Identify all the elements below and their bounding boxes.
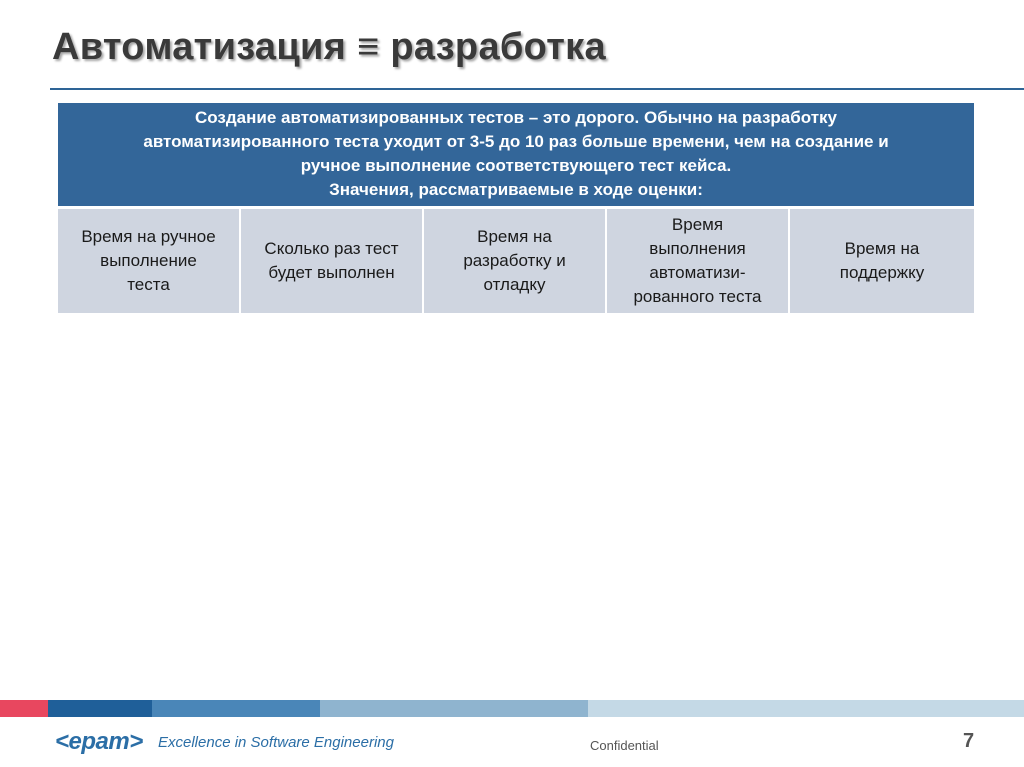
slide-title: Автоматизация ≡ разработка [52,26,606,68]
cell-line: будет выполнен [268,263,395,282]
cell-line: разработку и [463,251,566,270]
footer-bar-segment-red [0,700,48,717]
page-number: 7 [963,730,975,752]
footer-bar-segment-pale-blue [588,700,1024,717]
cell-line: Время [671,215,724,234]
header-line: ручное выполнение соответствующего тест кейса. [300,156,732,175]
cell-line: выполнение [100,251,197,270]
cell-line: рованного теста [633,287,762,306]
title-divider [50,88,1024,90]
footer-bar-segment-dark-blue [48,700,152,717]
cell-line: Время на [844,239,920,258]
table-header-cell [58,103,974,209]
header-line: Создание автоматизированных тестов – это дорого. Обычно на разработку [195,108,838,127]
header-line: Значения, рассматриваемые в ходе оценки: [329,180,703,199]
table-header-row [58,103,974,209]
table-row [58,209,974,313]
cell-line: Время на [477,227,552,246]
cell-line: Время на ручное [81,227,216,246]
cell-line: Сколько раз тест [264,239,399,258]
table-cell-manual-time [58,209,241,313]
epam-logo: <epam> [55,728,143,755]
footer-bar-segment-light-blue [320,700,588,717]
confidential-label: Confidential [590,738,659,753]
cell-line: отладку [483,275,546,294]
table-cell-dev-time [424,209,607,313]
footer-tagline: Excellence in Software Engineering [158,734,394,751]
content-table [58,103,974,313]
footer-color-bar [0,700,1024,717]
cell-line: выполнения [649,239,746,258]
cell-line: автоматизи- [649,263,746,282]
table-cell-maintenance-time [790,209,974,313]
header-line: автоматизированного теста уходит от 3-5 до 10 раз больше времени, чем на создание и [143,132,889,151]
cell-line: поддержку [839,263,925,282]
table-cell-auto-exec-time [607,209,790,313]
table-cell-run-count [241,209,424,313]
footer-bar-segment-mid-blue [152,700,320,717]
cell-line: теста [127,275,170,294]
